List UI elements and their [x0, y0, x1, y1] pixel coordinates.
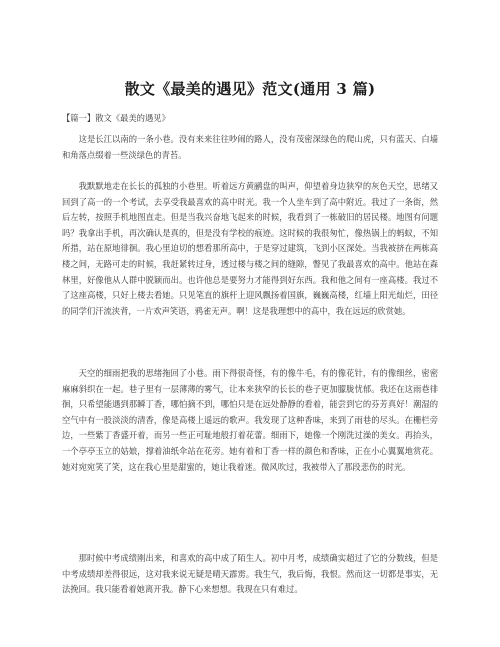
paragraph-3: 天空的细雨把我的思绪拖回了小巷。雨下得很奇怪，有的像牛毛，有的像花针，有的像细丝，密密麻麻斜织在一起。巷子里有一层薄薄的雾气，让本来狭窄的长长的巷子更加朦胧忧郁。我还在这雨巷徘徊，只希望能遇到那瞬丁香，哪怕摘不到，哪怕只是在远处静静的看着，能尝到它的芬芳真好！潮湿的空气中有一股淡淡的清香，像是高楼上遥远的歌声。我发现了这种香味，来到了雨巷的尽头。在栅栏旁边，一些紫丁香盛开着，而另一些正可耻地般打着花蕾。细雨下，她像一个刚洗过澡的美女。再抬头，一个亭亭玉立的姑娘，撑着油纸伞站在花旁。她有着和丁香一样的颜色和香味，正在小心翼翼地赏花。她对宛宛笑了笑，这在我心里是甜蜜的，她让我着迷。微风吹过，我被带入了那段悲伤的时光。	[62, 368, 438, 472]
section-heading: 【篇一】散文《最美的遇见》	[62, 113, 170, 123]
document-title: 散文《最美的遇见》范文(通用 3 篇)	[124, 80, 376, 98]
paragraph-4: 那时候中考成绩刚出来，和喜欢的高中成了陌生人。初中月考，成绩确实超过了它的分数线，但是中考成绩却差得很远，这对我来说无疑是晴天霹雳。我生气，我后悔，我恨。然而这一切都是事实，无法挽回。我只能看着她离开我。静下心来想想。我现在只有难过。	[62, 553, 438, 595]
paragraph-1: 这是长江以南的一条小巷。没有来来往往吵闹的路人，没有茂密深绿色的爬山虎，只有蓝天、白墙和角落点缀着一些淡绿色的青苔。	[62, 134, 438, 160]
paragraph-2: 我默默地走在长长的孤独的小巷里。听着远方黄鹂盘的叫声，仰望着身边狭窄的灰色天空，思绪又回到了高一的一个考试，去享受我最喜欢的高中时光。我一个人坐车到了高中附近。我过了一条街，然后左转，按照手机地图直走。但是当我兴奋地飞起来的时候，我看到了一栋破旧的居民楼。地图有问题吗？我拿出手机，再次确认是真的，但是没有学校的痕迹。这时候的我很匆忙，像热锅上的蚂蚁，不知所措，站在原地徘徊。我心里迫切的想看那所高中，于是穿过建筑，飞到小区深处。当我被挤在两栋高楼之间，无路可走的时候，我赶紧转过身，透过楼与楼之间的缝隙，瞥见了我最喜欢的高中。他站在森林里，好像他从人群中脱颖而出。也许他总是要努力才能得到好东西。我和他之间有一座高楼。我过不了这座高楼，只好上楼去看她。只见笔直的旗杆上迎风飘扬着国旗，巍巍高楼，红墙上阳光灿烂，田径的同学们汗流浃背，一片欢声笑语，鸦雀无声。啊！这是我理想中的高中，我在远远的欣赏她。	[62, 181, 438, 316]
